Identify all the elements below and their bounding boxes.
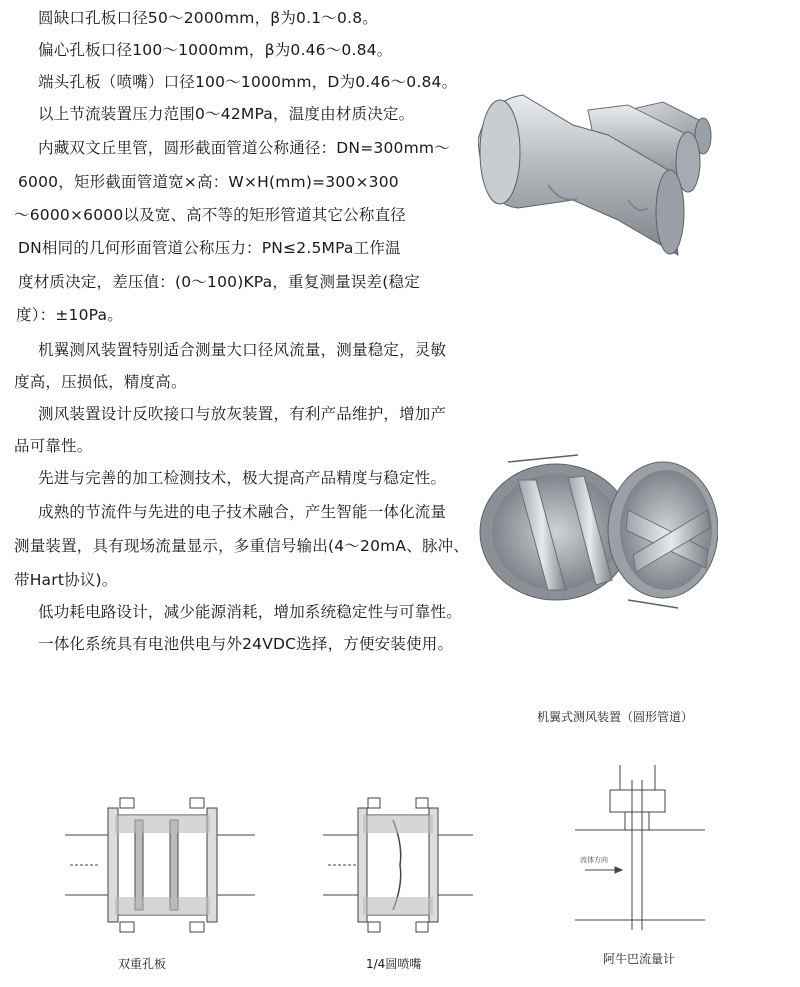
quarter-nozzle-label: 1/4圆喷嘴 <box>366 957 422 971</box>
text-line: 偏心孔板口径100～1000mm，β为0.46～0.84。 <box>38 41 393 59</box>
text-line: 先进与完善的加工检测技术，极大提高产品精度与稳定性。 <box>38 469 447 487</box>
text-line: 带Hart协议)。 <box>14 571 118 589</box>
text-line: 测风装置设计反吹接口与放灰装置，有利产品维护，增加产 <box>38 405 447 423</box>
text-line: 度）：±10Pa。 <box>16 306 123 324</box>
text-line: 一体化系统具有电池供电与外24VDC选择，方便安装使用。 <box>38 635 454 653</box>
text-line: 机翼测风装置特别适合测量大口径风流量，测量稳定，灵敏 <box>38 341 447 359</box>
text-line: 度材质决定，差压值：(0～100)KPa，重复测量误差(稳定 <box>18 273 420 291</box>
flow-direction-label: 流体方向 <box>580 856 608 864</box>
text-line: 品可靠性。 <box>14 437 93 455</box>
quarter-nozzle-diagram <box>318 790 478 940</box>
text-line: 以上节流装置压力范围0～42MPa，温度由材质决定。 <box>38 105 415 123</box>
annubar-label: 阿牛巴流量计 <box>603 952 676 966</box>
annubar-diagram <box>570 760 710 940</box>
text-line: 端头孔板（喷嘴）口径100～1000mm，D为0.46～0.84。 <box>38 73 458 91</box>
text-line: DN相同的几何形面管道公称压力：PN≤2.5MPa工作温 <box>18 239 401 257</box>
text-line: 内藏双文丘里管，圆形截面管道公称通径：DN=300mm～ <box>38 139 450 157</box>
photo-caption: 机翼式测风装置（圆形管道） <box>537 710 694 724</box>
text-line: 测量装置，具有现场流量显示，多重信号输出(4～20mA、脉冲、 <box>14 537 470 555</box>
text-line: 度高，压损低，精度高。 <box>14 373 187 391</box>
wing-type-wind-device-photo <box>478 450 718 615</box>
text-line: 6000，矩形截面管道宽×高：W×H(mm)=300×300 <box>18 173 399 191</box>
double-orifice-diagram <box>60 790 260 940</box>
text-line: 成熟的节流件与先进的电子技术融合，产生智能一体化流量 <box>38 503 447 521</box>
text-line: ～6000×6000以及宽、高不等的矩形管道其它公称直径 <box>14 206 406 224</box>
venturi-tube-photo <box>478 80 718 260</box>
double-orifice-label: 双重孔板 <box>118 957 167 971</box>
text-line: 低功耗电路设计，减少能源消耗，增加系统稳定性与可靠性。 <box>38 603 462 621</box>
text-line: 圆缺口孔板口径50～2000mm，β为0.1～0.8。 <box>38 9 378 27</box>
